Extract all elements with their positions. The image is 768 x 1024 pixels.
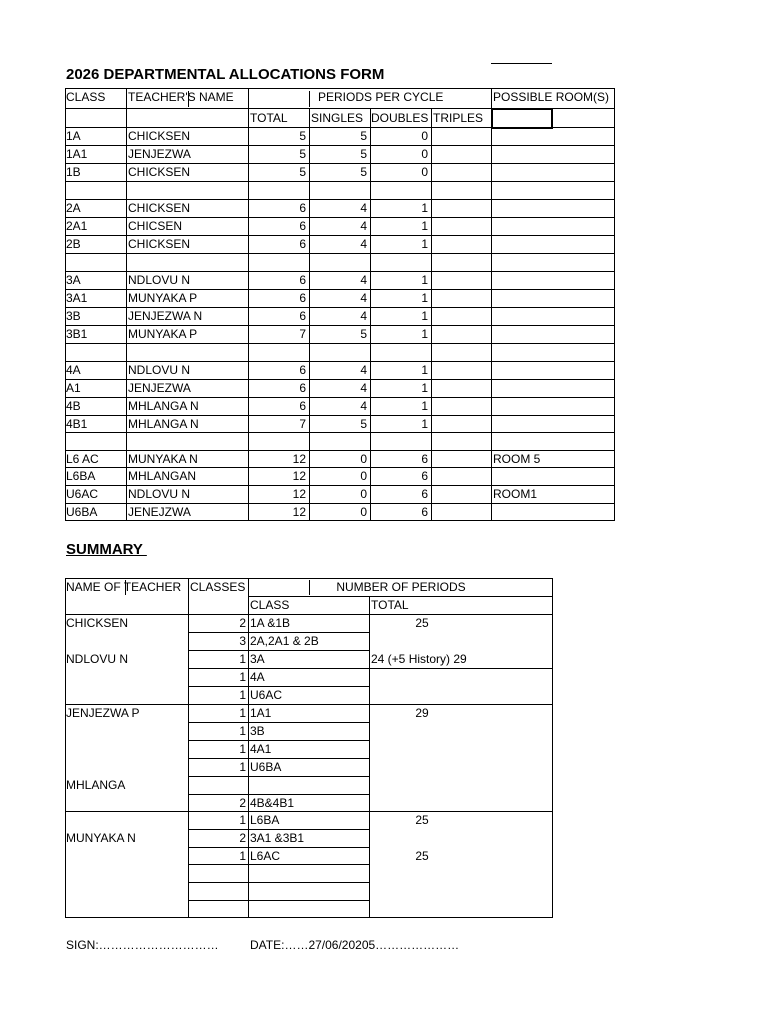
alloc-teacher: NDLOVU N bbox=[128, 487, 191, 501]
alloc-class: 3A1 bbox=[66, 291, 88, 305]
alloc-teacher: MUNYAKA N bbox=[128, 452, 198, 466]
summary-class: U6AC bbox=[250, 688, 283, 702]
alloc-room: ROOM1 bbox=[493, 487, 538, 501]
grid-line bbox=[248, 596, 553, 597]
grid-line bbox=[65, 467, 615, 468]
grid-line bbox=[188, 632, 370, 633]
alloc-singles: 4 bbox=[360, 237, 367, 251]
grid-line bbox=[65, 271, 615, 272]
grid-line bbox=[65, 614, 553, 615]
summary-class: 1A1 bbox=[250, 706, 272, 720]
alloc-teacher: JENJEZWA bbox=[128, 147, 191, 161]
header-rooms: POSSIBLE ROOM(S) bbox=[493, 90, 610, 104]
alloc-doubles: 6 bbox=[421, 452, 428, 466]
alloc-singles: 4 bbox=[360, 201, 367, 215]
summary-class: 1A &1B bbox=[250, 616, 291, 630]
alloc-doubles: 1 bbox=[421, 399, 428, 413]
summary-class: U6BA bbox=[250, 760, 282, 774]
alloc-doubles: 1 bbox=[421, 237, 428, 251]
grid-line bbox=[369, 917, 553, 918]
grid-line bbox=[65, 127, 615, 128]
grid-line bbox=[65, 578, 553, 579]
summary-class: 3B bbox=[250, 724, 265, 738]
header-periods-per-cycle: PERIODS PER CYCLE bbox=[318, 90, 444, 104]
grid-line bbox=[614, 88, 615, 521]
summary-count: 3 bbox=[239, 634, 246, 648]
header-teacher: TEACHER'S NAME bbox=[128, 90, 234, 104]
grid-line bbox=[369, 596, 370, 918]
alloc-doubles: 1 bbox=[421, 417, 428, 431]
signature-line bbox=[491, 63, 552, 64]
alloc-singles: 5 bbox=[360, 327, 367, 341]
grid-line bbox=[369, 668, 553, 669]
summary-total: 25 bbox=[415, 616, 429, 630]
alloc-total: 7 bbox=[299, 417, 306, 431]
grid-line bbox=[188, 864, 370, 865]
grid-line bbox=[65, 450, 615, 451]
alloc-class: U6BA bbox=[66, 505, 98, 519]
grid-line bbox=[65, 361, 615, 362]
alloc-singles: 0 bbox=[360, 452, 367, 466]
header-class: CLASS bbox=[66, 90, 106, 104]
alloc-total: 5 bbox=[299, 129, 306, 143]
summary-total: 29 bbox=[415, 706, 429, 720]
grid-line bbox=[65, 917, 189, 918]
summary-total: 25 bbox=[415, 813, 429, 827]
alloc-singles: 4 bbox=[360, 381, 367, 395]
alloc-teacher: NDLOVU N bbox=[128, 363, 191, 377]
alloc-class: 1A1 bbox=[66, 147, 88, 161]
alloc-class: L6BA bbox=[66, 469, 96, 483]
alloc-total: 6 bbox=[299, 273, 306, 287]
grid-line bbox=[65, 503, 615, 504]
alloc-teacher: JENJEZWA N bbox=[128, 309, 203, 323]
summary-count: 1 bbox=[239, 849, 246, 863]
grid-line bbox=[65, 145, 615, 146]
alloc-doubles: 1 bbox=[421, 291, 428, 305]
alloc-doubles: 1 bbox=[421, 309, 428, 323]
summary-header-total: TOTAL bbox=[371, 598, 409, 612]
summary-class: L6AC bbox=[250, 849, 281, 863]
summary-teacher: NDLOVU N bbox=[66, 652, 129, 666]
alloc-doubles: 1 bbox=[421, 381, 428, 395]
alloc-total: 6 bbox=[299, 201, 306, 215]
alloc-class: 1B bbox=[66, 165, 81, 179]
summary-count: 1 bbox=[239, 688, 246, 702]
alloc-total: 5 bbox=[299, 165, 306, 179]
alloc-doubles: 1 bbox=[421, 219, 428, 233]
grid-line bbox=[248, 578, 249, 918]
alloc-class: L6 AC bbox=[66, 452, 99, 466]
grid-line bbox=[188, 829, 370, 830]
summary-class: 4A bbox=[250, 670, 265, 684]
grid-line bbox=[65, 217, 615, 218]
grid-line bbox=[188, 847, 370, 848]
alloc-class: 2B bbox=[66, 237, 81, 251]
grid-line bbox=[126, 88, 127, 521]
form-title: 2026 DEPARTMENTAL ALLOCATIONS FORM bbox=[66, 66, 385, 83]
summary-class: 4B&4B1 bbox=[250, 796, 295, 810]
alloc-teacher: MHLANGA N bbox=[128, 417, 199, 431]
grid-line bbox=[65, 432, 615, 433]
summary-total: 25 bbox=[415, 849, 429, 863]
summary-class: 3A bbox=[250, 652, 265, 666]
grid-line bbox=[309, 91, 310, 107]
summary-count: 1 bbox=[239, 760, 246, 774]
summary-class: 3A1 &3B1 bbox=[250, 831, 305, 845]
alloc-teacher: MUNYAKA P bbox=[128, 291, 198, 305]
grid-line bbox=[65, 199, 615, 200]
alloc-total: 12 bbox=[292, 487, 306, 501]
alloc-total: 12 bbox=[292, 505, 306, 519]
summary-count: 1 bbox=[239, 652, 246, 666]
alloc-class: 4A bbox=[66, 363, 81, 377]
alloc-singles: 4 bbox=[360, 363, 367, 377]
grid-line bbox=[188, 776, 370, 777]
alloc-singles: 4 bbox=[360, 273, 367, 287]
summary-header-number-of-periods: NUMBER OF PERIODS bbox=[336, 580, 466, 594]
alloc-teacher: CHICSEN bbox=[128, 219, 183, 233]
grid-line bbox=[188, 882, 370, 883]
alloc-singles: 5 bbox=[360, 165, 367, 179]
alloc-singles: 5 bbox=[360, 129, 367, 143]
summary-count: 2 bbox=[239, 796, 246, 810]
alloc-singles: 4 bbox=[360, 219, 367, 233]
grid-line bbox=[65, 181, 615, 182]
summary-class: 2A,2A1 & 2B bbox=[250, 634, 319, 648]
alloc-doubles: 0 bbox=[421, 129, 428, 143]
grid-line bbox=[188, 686, 370, 687]
alloc-class: 2A1 bbox=[66, 219, 88, 233]
alloc-total: 12 bbox=[292, 452, 306, 466]
alloc-total: 6 bbox=[299, 309, 306, 323]
grid-line bbox=[431, 108, 432, 521]
grid-line bbox=[188, 668, 370, 669]
alloc-teacher: MHLANGAN bbox=[128, 469, 197, 483]
selected-cell[interactable] bbox=[491, 108, 553, 129]
summary-class: L6BA bbox=[250, 813, 280, 827]
alloc-singles: 4 bbox=[360, 399, 367, 413]
alloc-doubles: 1 bbox=[421, 201, 428, 215]
alloc-class: 1A bbox=[66, 129, 81, 143]
alloc-total: 7 bbox=[299, 327, 306, 341]
alloc-teacher: CHICKSEN bbox=[128, 237, 191, 251]
grid-line bbox=[65, 397, 615, 398]
summary-header-class: CLASS bbox=[250, 598, 290, 612]
date-field: DATE:……27/06/20205………………… bbox=[250, 938, 460, 952]
alloc-total: 6 bbox=[299, 363, 306, 377]
grid-line bbox=[65, 520, 615, 521]
grid-line bbox=[188, 722, 370, 723]
grid-line bbox=[552, 578, 553, 918]
grid-line bbox=[65, 325, 615, 326]
alloc-singles: 0 bbox=[360, 469, 367, 483]
grid-line bbox=[188, 704, 370, 705]
summary-count: 1 bbox=[239, 724, 246, 738]
alloc-total: 6 bbox=[299, 291, 306, 305]
alloc-doubles: 0 bbox=[421, 147, 428, 161]
alloc-teacher: JENEJZWA bbox=[128, 505, 191, 519]
alloc-doubles: 6 bbox=[421, 469, 428, 483]
grid-line bbox=[65, 485, 615, 486]
grid-line bbox=[65, 415, 615, 416]
alloc-class: 4B bbox=[66, 399, 81, 413]
grid-line bbox=[188, 794, 370, 795]
alloc-teacher: CHICKSEN bbox=[128, 201, 191, 215]
alloc-singles: 0 bbox=[360, 487, 367, 501]
grid-line bbox=[188, 758, 370, 759]
summary-count: 1 bbox=[239, 813, 246, 827]
alloc-class: 4B1 bbox=[66, 417, 88, 431]
grid-line bbox=[188, 811, 370, 812]
grid-line bbox=[188, 650, 370, 651]
grid-line bbox=[65, 811, 189, 812]
alloc-total: 6 bbox=[299, 381, 306, 395]
alloc-singles: 0 bbox=[360, 505, 367, 519]
summary-heading: SUMMARY bbox=[66, 541, 147, 558]
alloc-room: ROOM 5 bbox=[493, 452, 541, 466]
alloc-teacher: NDLOVU N bbox=[128, 273, 191, 287]
grid-line bbox=[188, 900, 370, 901]
summary-count: 1 bbox=[239, 706, 246, 720]
summary-count: 1 bbox=[239, 670, 246, 684]
sign-field: SIGN:………………………… bbox=[66, 938, 219, 952]
alloc-singles: 5 bbox=[360, 417, 367, 431]
alloc-singles: 5 bbox=[360, 147, 367, 161]
grid-line bbox=[369, 811, 553, 812]
grid-line bbox=[65, 235, 615, 236]
grid-line bbox=[65, 307, 615, 308]
summary-teacher: JENJEZWA P bbox=[66, 706, 140, 720]
grid-line bbox=[369, 704, 553, 705]
alloc-total: 5 bbox=[299, 147, 306, 161]
alloc-teacher: JENJEZWA bbox=[128, 381, 191, 395]
grid-line bbox=[65, 253, 615, 254]
alloc-class: A1 bbox=[66, 381, 81, 395]
alloc-total: 12 bbox=[292, 469, 306, 483]
alloc-teacher: CHICKSEN bbox=[128, 165, 191, 179]
summary-teacher: CHICKSEN bbox=[66, 616, 129, 630]
alloc-class: U6AC bbox=[66, 487, 99, 501]
alloc-singles: 4 bbox=[360, 309, 367, 323]
summary-total: 24 (+5 History) 29 bbox=[371, 652, 467, 666]
grid-line bbox=[65, 163, 615, 164]
alloc-singles: 4 bbox=[360, 291, 367, 305]
alloc-class: 3B1 bbox=[66, 327, 88, 341]
alloc-total: 6 bbox=[299, 219, 306, 233]
summary-header-name: NAME OF TEACHER bbox=[66, 580, 182, 594]
grid-line bbox=[65, 704, 189, 705]
header-singles: SINGLES bbox=[311, 111, 364, 125]
summary-teacher: MUNYAKA N bbox=[66, 831, 136, 845]
alloc-teacher: MHLANGA N bbox=[128, 399, 199, 413]
alloc-class: 2A bbox=[66, 201, 81, 215]
grid-line bbox=[188, 740, 370, 741]
alloc-doubles: 6 bbox=[421, 505, 428, 519]
header-doubles: DOUBLES bbox=[371, 111, 429, 125]
summary-header-classes: CLASSES bbox=[190, 580, 246, 594]
alloc-doubles: 1 bbox=[421, 327, 428, 341]
summary-count: 2 bbox=[239, 616, 246, 630]
alloc-doubles: 1 bbox=[421, 363, 428, 377]
alloc-doubles: 0 bbox=[421, 165, 428, 179]
alloc-class: 3A bbox=[66, 273, 81, 287]
summary-class: 4A1 bbox=[250, 742, 272, 756]
grid-line bbox=[65, 289, 615, 290]
alloc-total: 6 bbox=[299, 237, 306, 251]
summary-teacher: MHLANGA bbox=[66, 778, 126, 792]
alloc-teacher: CHICKSEN bbox=[128, 129, 191, 143]
header-total: TOTAL bbox=[250, 111, 288, 125]
grid-line bbox=[65, 108, 615, 109]
grid-line bbox=[65, 379, 615, 380]
grid-line bbox=[65, 88, 615, 89]
grid-line bbox=[491, 88, 492, 521]
header-triples: TRIPLES bbox=[433, 111, 484, 125]
grid-line bbox=[188, 91, 189, 107]
alloc-teacher: MUNYAKA P bbox=[128, 327, 198, 341]
grid-line bbox=[188, 917, 370, 918]
summary-count: 1 bbox=[239, 742, 246, 756]
alloc-doubles: 1 bbox=[421, 273, 428, 287]
alloc-doubles: 6 bbox=[421, 487, 428, 501]
summary-count: 2 bbox=[239, 831, 246, 845]
grid-line bbox=[65, 343, 615, 344]
alloc-class: 3B bbox=[66, 309, 81, 323]
alloc-total: 6 bbox=[299, 399, 306, 413]
